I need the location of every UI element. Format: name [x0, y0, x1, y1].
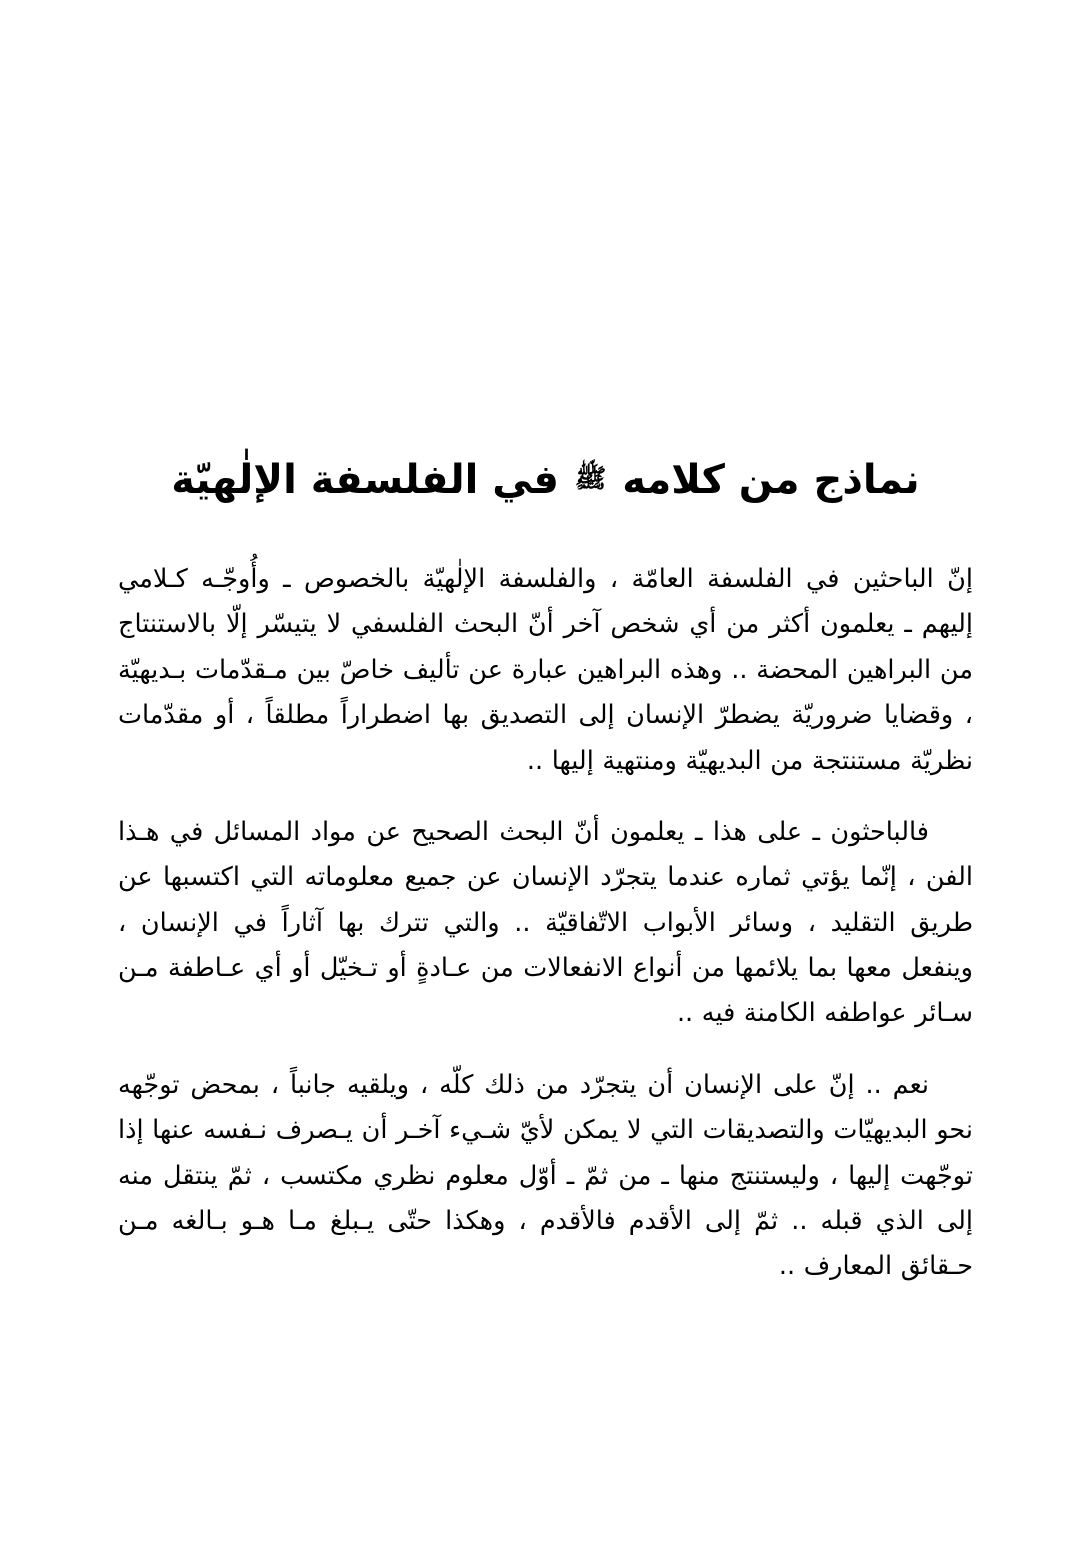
page-title-prefix: نماذج من كلامه: [622, 457, 920, 503]
document-body: [118, 455, 973, 1290]
page-title: [118, 455, 973, 505]
paragraph-1: إنّ الباحثين في الفلسفة العامّة ، والفلسفة الإلٰهيّة بالخصوص ـ وأُوجّـه كـلامي إليهم ـ يعلمون أكثر من أي شخص آخر أنّ البحث الفلسفي لا يتيسّر إلّا بالاستنتاج من البراهين المحضة .. وهذه البراهين عبارة عن تأليف خاصّ بين مـقدّمات بـديهيّة ، وقضايا ضروريّة يضطرّ الإنسان إلى التصديق بها اضطراراً مطلقاً ، أو مقدّمات نظريّة مستنتجة من البديهيّة ومنتهية إليها ..: [118, 564, 973, 776]
paragraph-2: فالباحثون ـ على هذا ـ يعلمون أنّ البحث الصحيح عن مواد المسائل في هـذا الفن ، إنّما يؤتي ثماره عندما يتجرّد الإنسان عن جميع معلوماته التي اكتسبها عن طريق التقليد ، وسائر الأبواب الاتّفاقيّة .. والتي تترك بها آثاراً في الإنسان ، وينفعل معها بما يلائمها من أنواع الانفعالات من عـادةٍ أو تـخيّل أو أي عـاطفة مـن سـائر عواطفه الكامنة فيه ..: [118, 816, 973, 1029]
page-title-suffix: في الفلسفة الإلٰهيّة: [171, 457, 559, 503]
honorific-glyph: ﷺ: [574, 464, 607, 494]
paragraph-3: نعم .. إنّ على الإنسان أن يتجرّد من ذلك كلّه ، ويلقيه جانباً ، بمحض توجّهه نحو البديهيّات والتصديقات التي لا يمكن لأيّ شـيء آخـر أن يـصرف نـفسه عنها إذا توجّهت إليها ، وليستنتج منها ـ من ثمّ ـ أوّل معلوم نظري مكتسب ، ثمّ ينتقل منه إلى الذي قبله .. ثمّ إلى الأقدم فالأقدم ، وهكذا حتّى يـبلغ مـا هـو بـالغه مـن حـقائق المعارف ..: [118, 1069, 973, 1282]
